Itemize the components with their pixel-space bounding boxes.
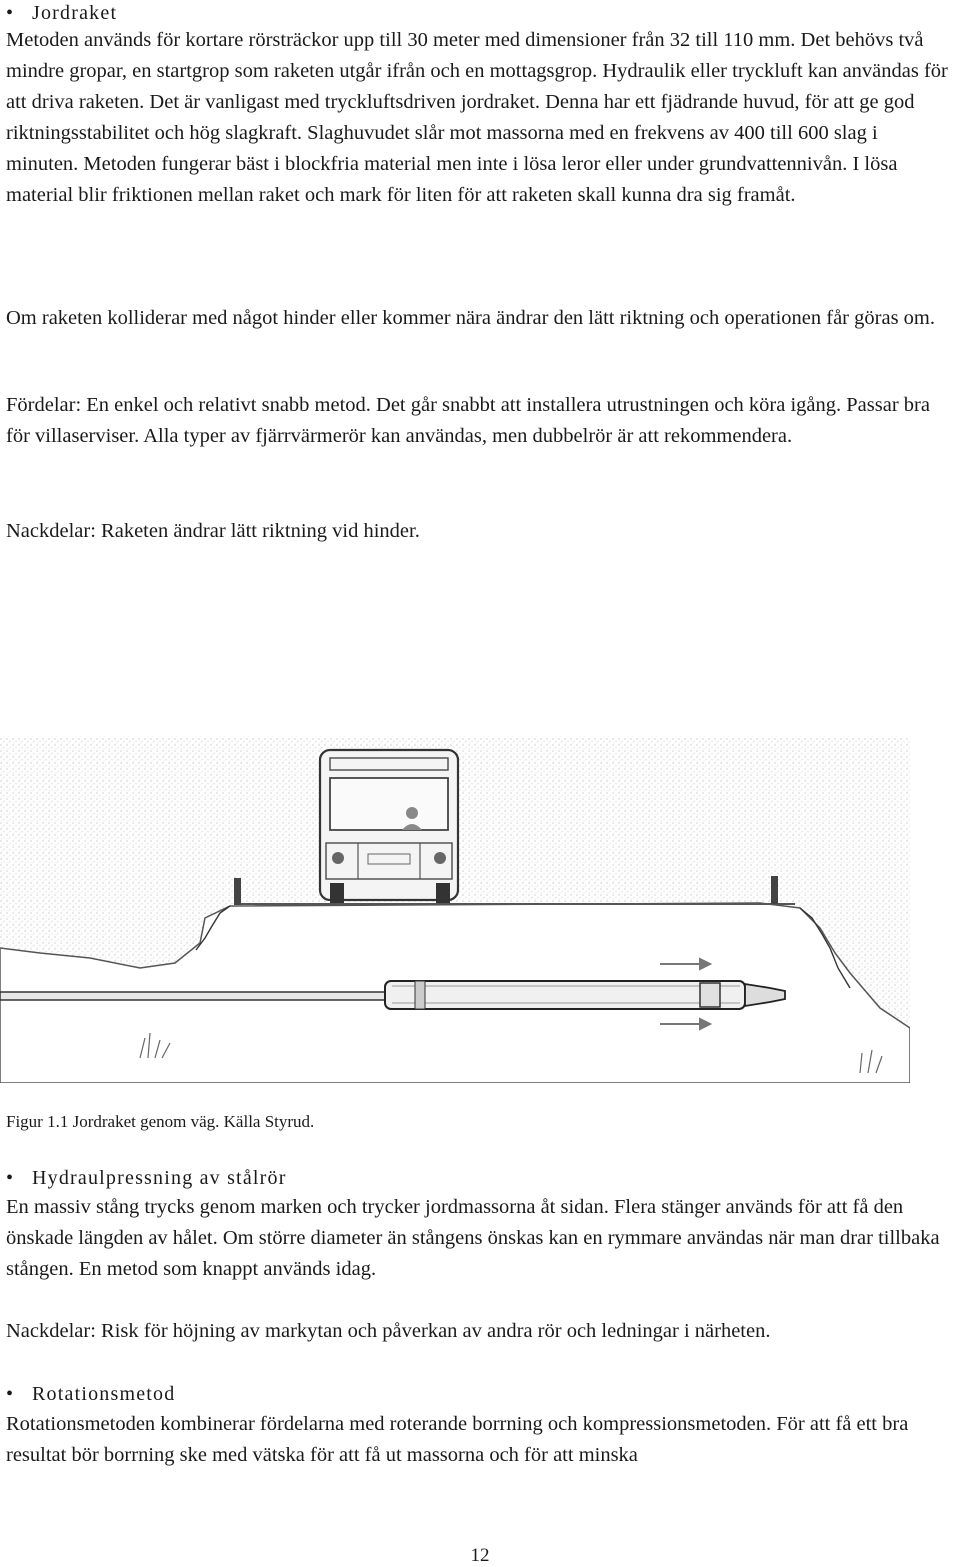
paragraph-hydraulpressning-disadvantages: Nackdelar: Risk för höjning av markytan och påverkan av andra rör och ledningar i närheten. — [6, 1320, 771, 1342]
page-number: 12 — [470, 1545, 490, 1566]
figure-jordraket-illustration — [0, 738, 910, 1083]
section-title: Rotationsmetod — [32, 1383, 176, 1405]
paragraph-jordraket-disadvantages: Nackdelar: Raketen ändrar lätt riktning vid hinder. — [6, 520, 420, 542]
bus-illustration — [320, 750, 458, 903]
section-title: Jordraket — [32, 2, 118, 24]
bullet: • — [6, 2, 15, 24]
paragraph-jordraket-advantages: Fördelar: En enkel och relativt snabb metod. Det går snabbt att installera utrustningen och köra igång. Passar bra för villaserviser. Alla typer av fjärrvärmerör kan användas, men dubbelrör är att rekommendera. — [6, 394, 930, 447]
section-title: Hydraulpressning av stålrör — [32, 1167, 287, 1189]
bullet: • — [6, 1383, 15, 1405]
paragraph-hydraulpressning-description: En massiv stång trycks genom marken och trycker jordmassorna åt sidan. Flera stänger används för att få den önskade längden av hålet. Om större diameter än stångens önskas kan en rymmare användas när man drar tillbaka stången. En metod som knappt används idag. — [6, 1196, 940, 1280]
paragraph-jordraket-description: Metoden används för kortare rörsträckor upp till 30 meter med dimensioner från 32 till 110 mm. Det behövs två mindre gropar, en startgrop som raketen utgår ifrån och en mottagsgrop. Hydraulik eller tryckluft kan användas för att driva raketen. Det är vanligast med tryckluftsdriven jordraket. Denna har ett fjädrande huvud, för att ge god riktningsstabilitet och hög slagkraft. Slaghuvudet slår mot massorna med en frekvens av 400 till 600 slag i minuten. Metoden fungerar bäst i blockfria material men inte i lösa leror eller under grundvattennivån. I lösa material blir friktionen mellan raket och mark för liten för att raketen skall kunna dra sig framåt. — [6, 29, 948, 206]
road-post-right — [771, 876, 778, 904]
bullet: • — [6, 1167, 15, 1189]
paragraph-rotationsmetod-description: Rotationsmetoden kombinerar fördelarna med roterande borrning och kompressionsmetoden. För att få ett bra resultat bör borrning ske med vätska för att få ut massorna och för att minska — [6, 1413, 909, 1466]
paragraph-jordraket-collision: Om raketen kolliderar med något hinder eller kommer nära ändrar den lätt riktning och operationen får göras om. — [6, 307, 935, 329]
road-crossing-illustration — [0, 738, 910, 1083]
section-heading-jordraket — [6, 1, 117, 25]
section-heading-rotationsmetod — [6, 1382, 175, 1406]
section-heading-hydraulpressning — [6, 1166, 287, 1190]
road-post-left — [234, 878, 241, 905]
figure-caption: Figur 1.1 Jordraket genom väg. Källa Styrud. — [6, 1112, 315, 1131]
